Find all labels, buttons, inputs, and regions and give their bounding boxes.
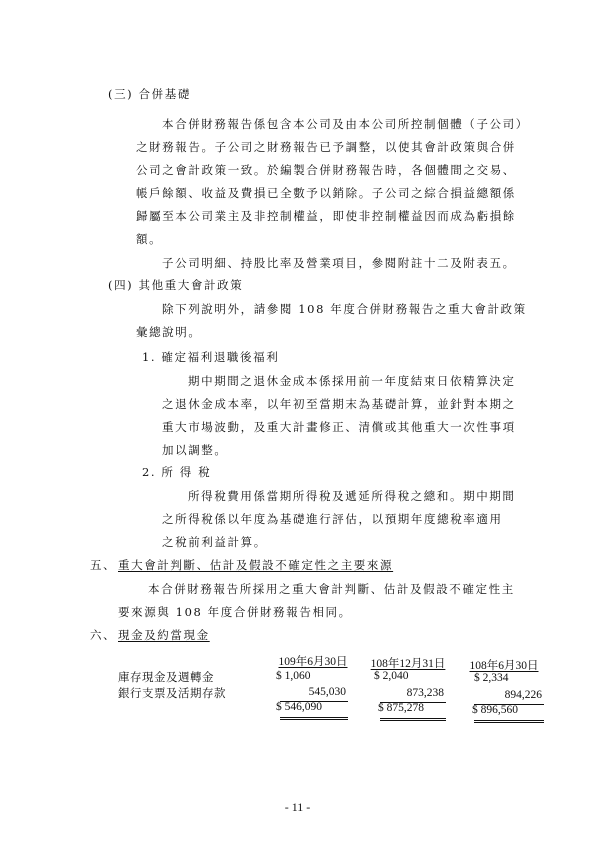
section-5-line: 本合併財務報告所採用之重大會計判斷、估計及假設不確定性主	[148, 582, 515, 596]
cell-value: $ 1,060	[276, 670, 311, 682]
section-6-heading: 現金及約當現金	[118, 628, 210, 642]
row-label: 庫存現金及週轉金	[118, 670, 214, 684]
section-3-para-line: 額。	[136, 232, 163, 246]
section-3-para-line: 公司之會計政策一致。於編製合併財務報告時，各個體間之交易、	[136, 163, 516, 177]
section-3-note: 子公司明細、持股比率及營業項目，參閱附註十二及附表五。	[162, 256, 516, 270]
col-header: 109年6月30日	[278, 656, 348, 668]
item-1-line: 之退休金成本率，以年初至當期末為基礎計算，並針對本期之	[162, 397, 516, 411]
section-5-number: 五、	[90, 558, 117, 572]
section-6-number: 六、	[90, 628, 117, 642]
page-number: - 11 -	[284, 800, 311, 814]
total-double-rule	[380, 720, 446, 721]
section-3-heading: (三) 合併基礎	[108, 87, 191, 101]
col-header: 108年6月30日	[469, 660, 539, 672]
cell-value: 894,226	[504, 689, 542, 701]
item-2-line: 所得稅費用係當期所得稅及遞延所得稅之總和。期中期間	[188, 489, 516, 503]
col-header: 108年12月31日	[370, 658, 446, 670]
item-2-title: 2. 所 得 稅	[142, 465, 212, 479]
row-label: 銀行支票及活期存款	[118, 686, 226, 700]
total-double-rule	[474, 722, 544, 723]
cell-value: 545,030	[308, 686, 346, 698]
item-1-line: 加以調整。	[162, 443, 228, 457]
section-3-para-line: 之財務報告。子公司之財務報告已予調整，以使其會計政策與合併	[136, 140, 516, 154]
total-double-rule	[280, 717, 348, 718]
cell-value: 873,238	[406, 687, 444, 699]
total-double-rule	[280, 719, 348, 720]
item-2-line: 之稅前利益計算。	[162, 535, 267, 549]
item-1-line: 期中期間之退休金成本係採用前一年度結束日依精算決定	[188, 374, 516, 388]
section-4-heading: (四) 其他重大會計政策	[108, 278, 244, 292]
section-3-para-line: 本合併財務報告係包含本公司及由本公司所控制個體（子公司）	[162, 117, 529, 131]
total-value: $ 875,278	[378, 702, 424, 714]
item-1-title: 1. 確定福利退職後福利	[142, 350, 280, 364]
section-5-heading: 重大會計判斷、估計及假設不確定性之主要來源	[118, 558, 394, 572]
section-3-para-line: 歸屬至本公司業主及非控制權益，即使非控制權益因而成為虧損餘	[136, 209, 516, 223]
section-3-para-line: 帳戶餘額、收益及費損已全數予以銷除。子公司之綜合損益總額係	[136, 186, 516, 200]
section-5-line: 要來源與 108 年度合併財務報告相同。	[118, 605, 352, 619]
item-2-line: 之所得稅係以年度為基礎進行評估，以預期年度總稅率適用	[162, 512, 503, 526]
total-value: $ 896,560	[472, 704, 518, 716]
section-4-para-line: 彙總說明。	[136, 325, 202, 339]
cell-value: $ 2,334	[474, 672, 509, 684]
total-double-rule	[380, 718, 446, 719]
cell-value: $ 2,040	[374, 670, 409, 682]
section-4-para-line: 除下列說明外，請參閱 108 年度合併財務報告之重大會計政策	[162, 302, 527, 316]
item-1-line: 重大市場波動，及重大計畫修正、清償或其他重大一次性事項	[162, 420, 516, 434]
total-value: $ 546,090	[276, 701, 322, 713]
total-double-rule	[474, 720, 544, 721]
